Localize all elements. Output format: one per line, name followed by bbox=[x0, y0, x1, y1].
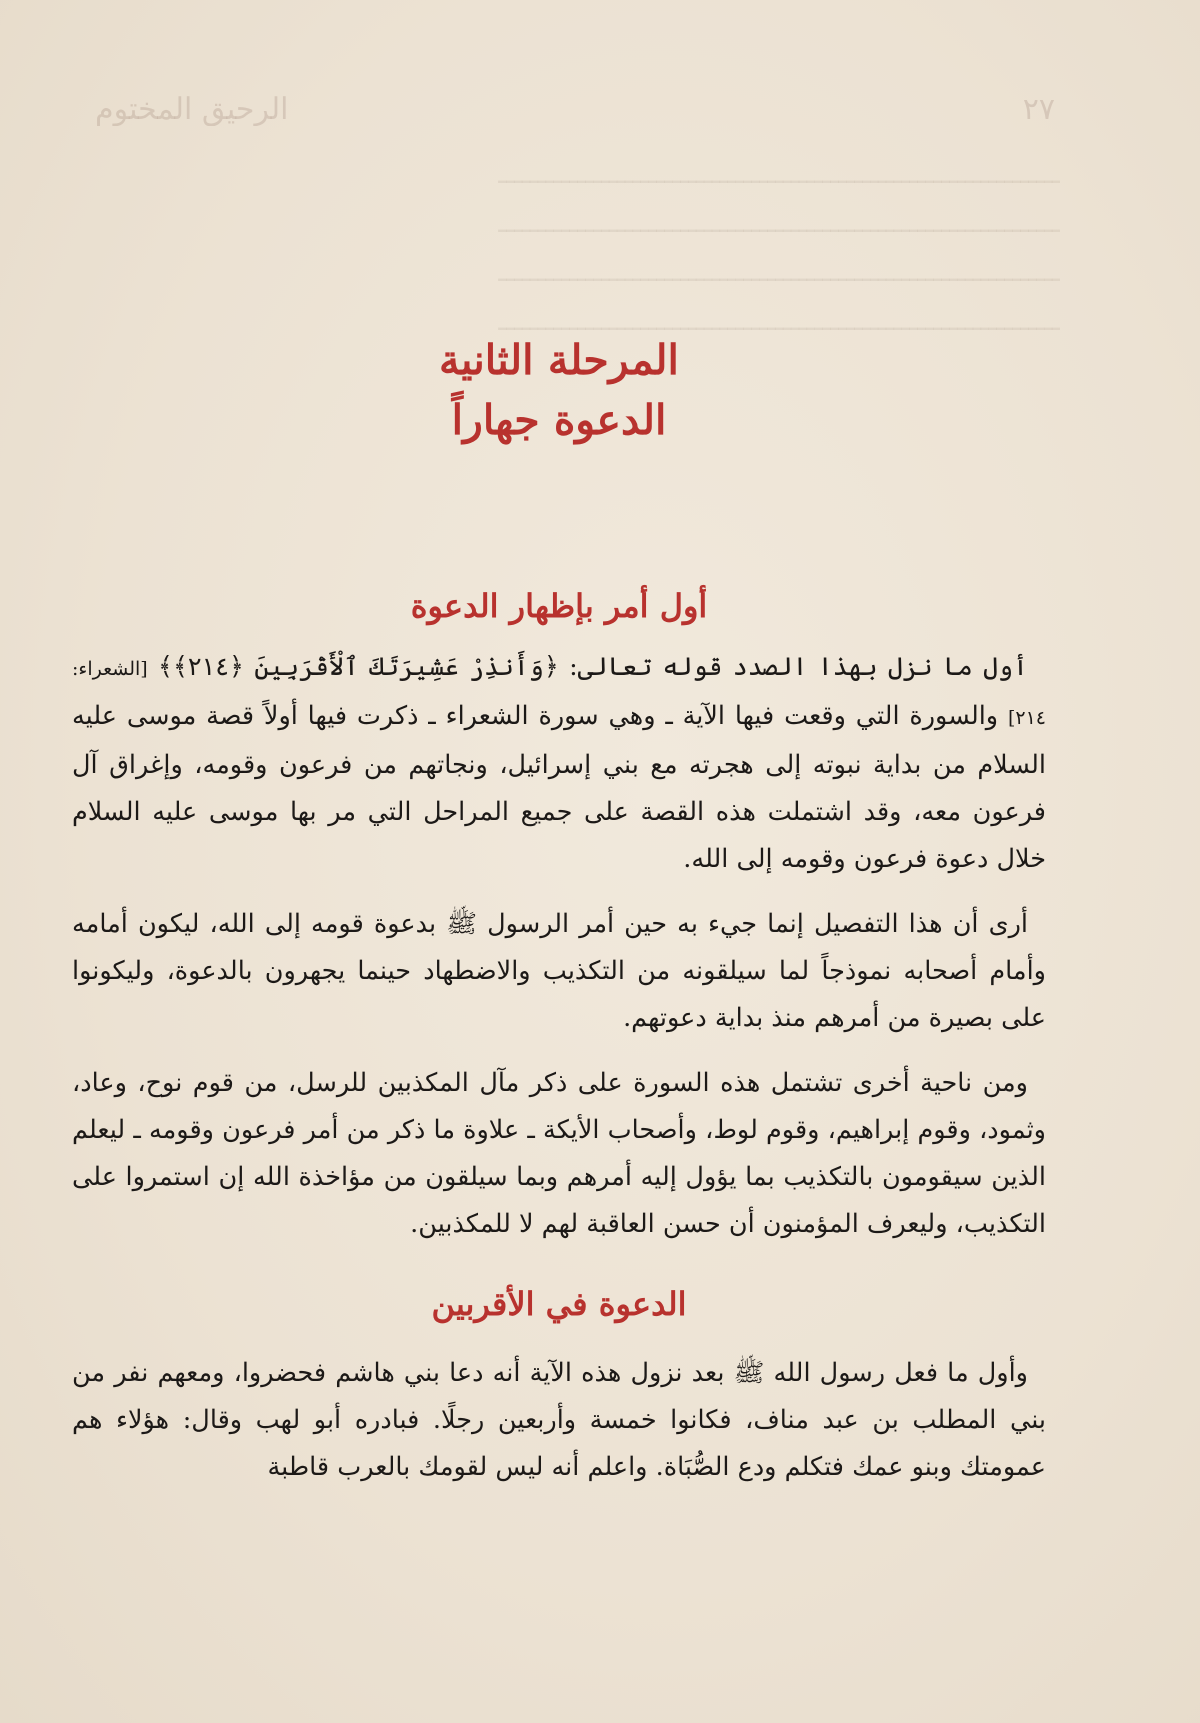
running-header bbox=[95, 92, 1055, 126]
show-through-texture: ـــــــــــــــــــــــــــــــــــــــــــــــــــــــــــــــــــــــ ـــــــــــــــــــــــــــــــــــــــــــــــــــــــــــــــــــــــ ـــــــــــــــــــــــــــــــــــــــــــــــــــــــــــــــــــــــ ـــــــــــــــــــــــــــــــــــــــــــــــــــــــــــــــــــــــ bbox=[498, 159, 1060, 337]
paragraph-4: وأول ما فعل رسول الله ﷺ بعد نزول هذه الآية أنه دعا بني هاشم فحضروا، ومعهم نفر من بني المطلب بن عبد مناف، فكانوا خمسة وأربعين رجلًا. فبادره أبو لهب وقال: هؤلاء هم عمومتك وبنو عمك فتكلم ودع الصُّبَاة. واعلم أنه ليس لقومك بالعرب قاطبة bbox=[72, 1358, 1046, 1482]
chapter-subtitle: الدعوة جهاراً bbox=[451, 396, 667, 444]
running-title: الرحيق المختوم bbox=[95, 92, 289, 126]
verse-reference: [الشعراء: ٢١٤] bbox=[72, 658, 1046, 729]
paragraph-1-intro: أول ما نزل بهذا الصدد قوله تعالى: bbox=[569, 652, 1028, 682]
section-heading-first-command: أول أمر بإظهار الدعوة bbox=[410, 587, 708, 625]
page-number: ٢٧ bbox=[1022, 92, 1055, 126]
paragraph-2: أرى أن هذا التفصيل إنما جيء به حين أمر الرسول ﷺ بدعوة قومه إلى الله، ليكون أمامه وأمام أصحابه نموذجاً لما سيلقونه من التكذيب والاضطهاد حينما يجهرون بالدعوة، وليكونوا على بصيرة من أمرهم منذ بداية دعوتهم. bbox=[72, 909, 1046, 1033]
paragraph-1-rest: والسورة التي وقعت فيها الآية ـ وهي سورة الشعراء ـ ذكرت فيها أولاً قصة موسى عليه السلام من بداية نبوته إلى هجرته مع بني إسرائيل، ونجاتهم من فرعون وقومه، وإغراق آل فرعون معه، وقد اشتملت هذه القصة على جميع المراحل التي مر بها موسى عليه السلام خلال دعوة فرعون وقومه إلى الله. bbox=[72, 701, 1046, 874]
page-content bbox=[72, 330, 1046, 1509]
paragraph-1 bbox=[72, 644, 1046, 883]
paragraph-3: ومن ناحية أخرى تشتمل هذه السورة على ذكر مآل المكذبين للرسل، من قوم نوح، وعاد، وثمود، وقوم إبراهيم، وقوم لوط، وأصحاب الأيكة ـ علاوة ما ذكر من أمر فرعون وقومه ـ ليعلم الذين سيقومون بالتكذيب بما يؤول إليه أمرهم وبما سيلقون من مؤاخذة الله إن استمروا على التكذيب، وليعرف المؤمنون أن حسن العاقبة لهم لا للمكذبين. bbox=[72, 1068, 1046, 1239]
chapter-title: المرحلة الثانية bbox=[439, 336, 679, 384]
quran-verse: ﴿وَأَنذِرْ عَشِيرَتَكَ ٱلْأَقْرَبِينَ ﴿٢١٤﴾﴾ bbox=[158, 652, 559, 682]
section-heading-close-relatives: الدعوة في الأقربين bbox=[431, 1285, 687, 1323]
